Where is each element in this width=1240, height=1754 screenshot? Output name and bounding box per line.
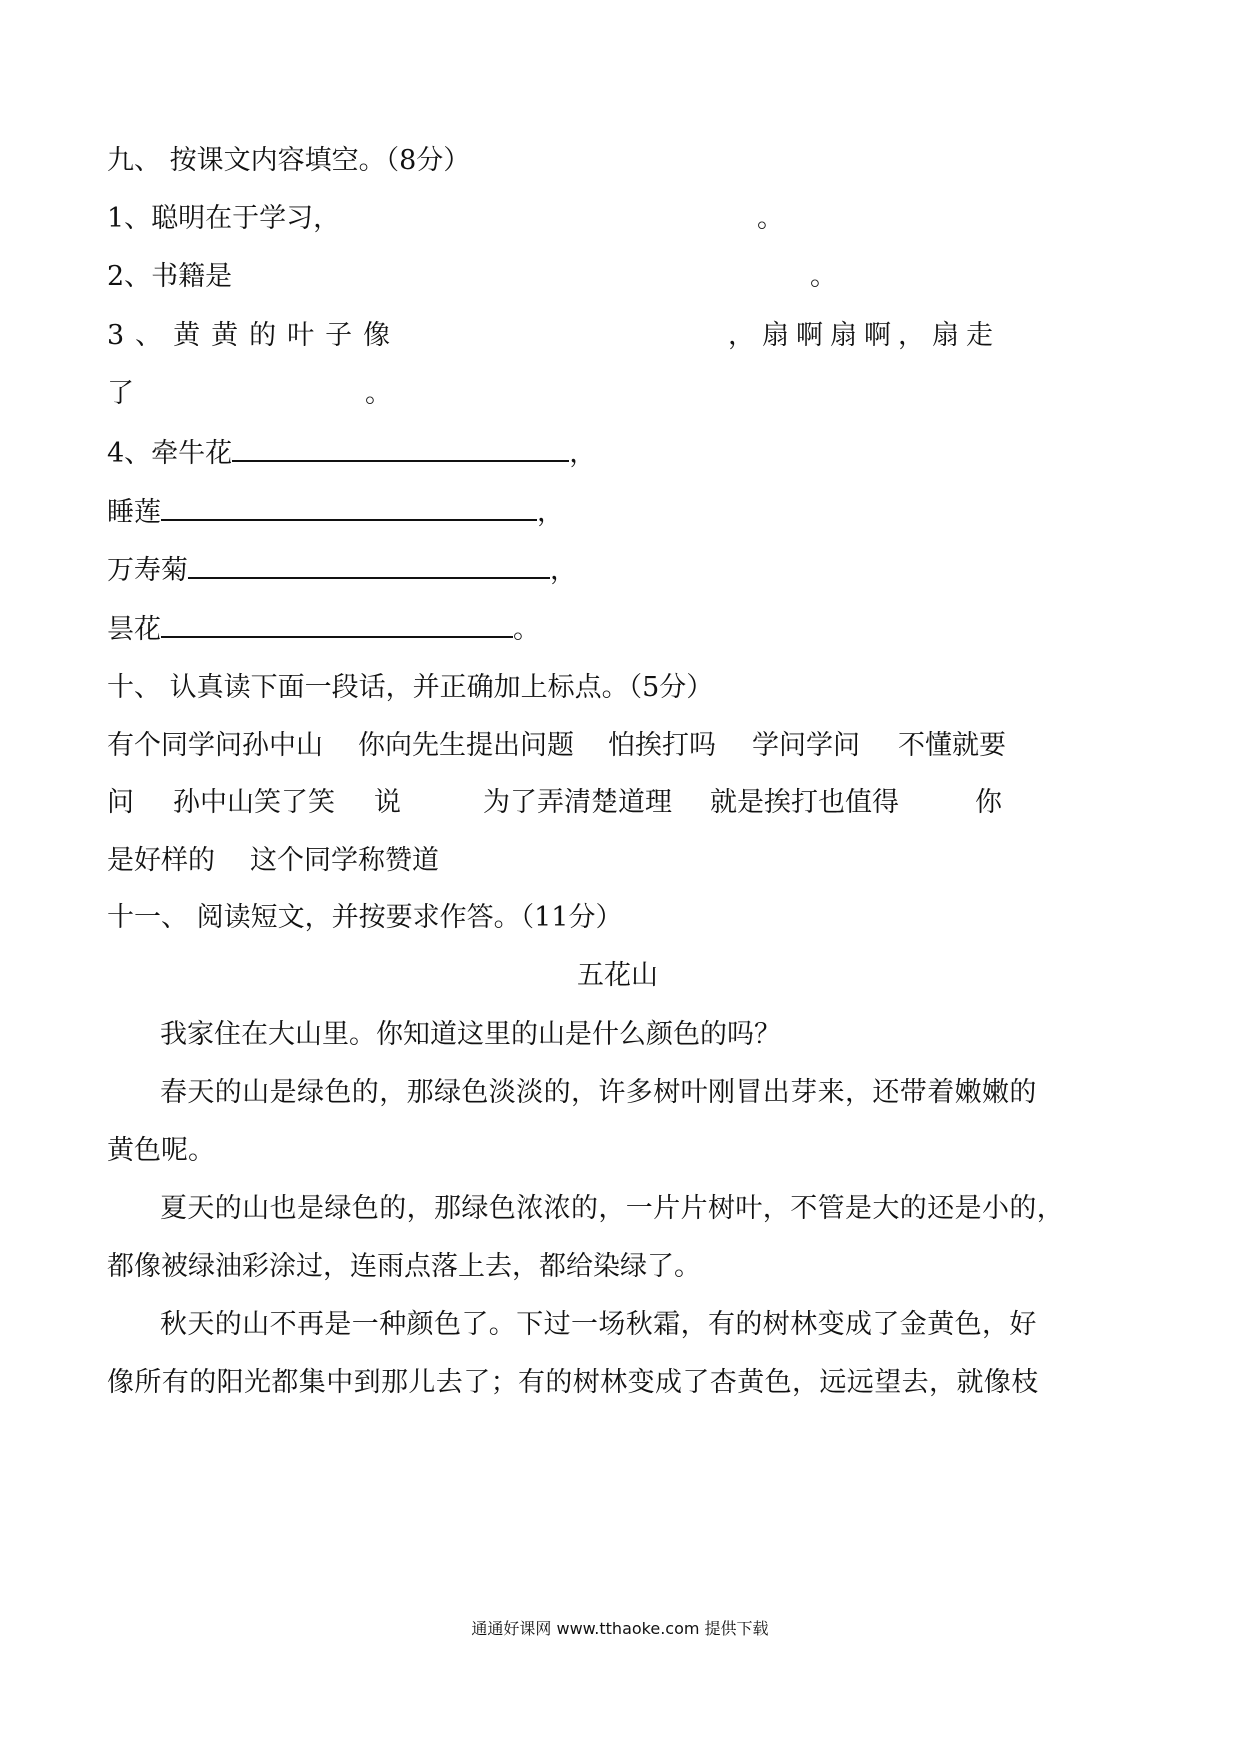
punct-line-3-seg-1: 是好样的	[107, 845, 215, 876]
passage-line: 像所有的阳光都集中到那儿去了；有的树林变成了杏黄色，远远望去，就像枝	[107, 1367, 1039, 1398]
fill-item-2: 2、书籍是	[107, 261, 233, 292]
section11-heading: 十一、 阅读短文，并按要求作答。（11分）	[107, 902, 623, 933]
answer-blank[interactable]	[161, 612, 513, 638]
punct-line-1-seg-2: 你向先生提出问题	[358, 730, 574, 761]
punct: ，	[537, 497, 564, 528]
punct-line-2-seg-6: 你	[975, 787, 1002, 818]
punct-line-2-seg-1: 问	[107, 787, 134, 818]
fill-item-3-mid: ，扇啊扇啊，扇走	[728, 320, 1000, 351]
answer-blank[interactable]	[232, 436, 569, 462]
punct: 。	[513, 614, 540, 645]
fill-item-1: 1、聪明在于学习，	[107, 203, 341, 234]
passage-line: 秋天的山不再是一种颜色了。下过一场秋霜，有的树林变成了金黄色，好	[160, 1309, 1037, 1340]
fill-item-3-wrap: 了	[107, 378, 134, 409]
passage-line: 春天的山是绿色的，那绿色淡淡的，许多树叶刚冒出芽来，还带着嫩嫩的	[160, 1077, 1037, 1108]
fill-item-4-water-lily	[107, 495, 564, 531]
section10-heading: 十、 认真读下面一段话，并正确加上标点。（5分）	[107, 672, 714, 703]
passage-line: 我家住在大山里。你知道这里的山是什么颜色的吗？	[160, 1019, 781, 1050]
passage-title: 五花山	[577, 960, 658, 991]
punct-line-2-seg-5: 就是挨打也值得	[710, 787, 899, 818]
flower-label: 4、牵牛花	[107, 438, 233, 469]
answer-blank[interactable]	[161, 495, 537, 521]
section9-heading: 九、 按课文内容填空。（8分）	[107, 145, 471, 176]
fill-item-1-end: 。	[757, 203, 784, 234]
flower-label: 睡莲	[107, 497, 161, 528]
passage-line: 都像被绿油彩涂过，连雨点落上去，都给染绿了。	[107, 1251, 701, 1282]
punct: ，	[550, 555, 577, 586]
punct-line-2-seg-4: 为了弄清楚道理	[483, 787, 672, 818]
footer-credit: 通通好课网 www.tthaoke.com 提供下载	[471, 1619, 769, 1638]
flower-label: 昙花	[107, 614, 161, 645]
passage-line: 夏天的山也是绿色的，那绿色浓浓的，一片片树叶，不管是大的还是小的，	[160, 1193, 1065, 1224]
passage-line: 黄色呢。	[107, 1135, 215, 1166]
punct-line-1-seg-3: 怕挨打吗	[608, 730, 716, 761]
punct-line-2-seg-2: 孙中山笑了笑	[173, 787, 335, 818]
punct-line-1-seg-5: 不懂就要	[898, 730, 1006, 761]
fill-item-4-night-cactus	[107, 612, 540, 648]
fill-item-3-end: 。	[365, 378, 392, 409]
punct-line-3-seg-2: 这个同学称赞道	[250, 845, 439, 876]
punct-line-1-seg-4: 学问学问	[752, 730, 860, 761]
fill-item-4-marigold	[107, 553, 577, 589]
flower-label: 万寿菊	[107, 555, 188, 586]
punct-line-1-seg-1: 有个同学问孙中山	[107, 730, 323, 761]
fill-item-2-end: 。	[810, 261, 837, 292]
punct-line-2-seg-3: 说	[374, 787, 401, 818]
punct: ，	[569, 438, 597, 469]
fill-item-4-morning-glory	[107, 436, 596, 472]
answer-blank[interactable]	[188, 553, 550, 579]
fill-item-3-start: 3、黄黄的叶子像	[107, 320, 402, 351]
